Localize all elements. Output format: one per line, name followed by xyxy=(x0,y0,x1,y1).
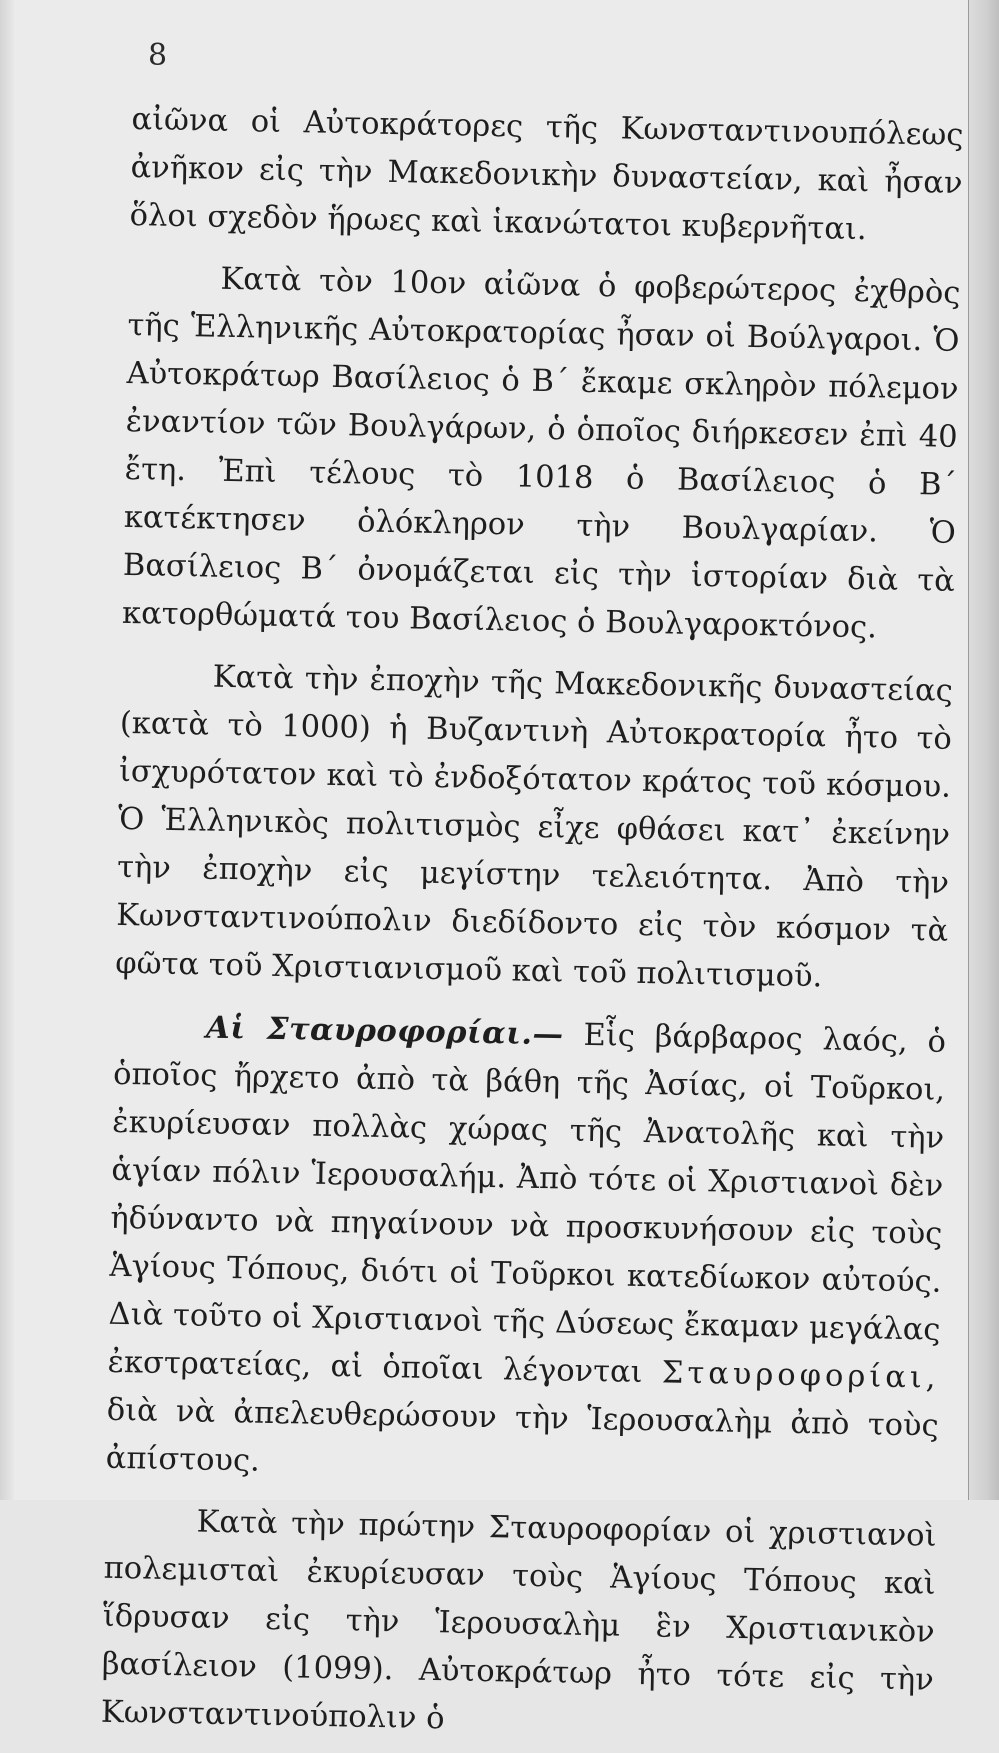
section-heading: Αἱ Σταυροφορίαι.— xyxy=(205,1009,564,1053)
page-number: 8 xyxy=(148,38,168,73)
paragraph-4 xyxy=(105,1002,946,1499)
paragraph-4-emphasis: Σταυροφορίαι, xyxy=(661,1355,940,1396)
body-text xyxy=(100,96,963,1753)
page-right-edge xyxy=(968,0,999,1500)
paragraph-4-text-after: διὰ νὰ ἀπελευθερώσουν τὴν Ἱερουσαλὴμ ἀπὸ τοὺς ἀπίστους. xyxy=(105,1392,939,1479)
page-left-shadow xyxy=(0,0,14,1500)
paragraph-5: Κατὰ τὴν πρώτην Σταυροφορίαν οἱ χριστιανοὶ πολεμισταὶ ἐκυρίευσαν τοὺς Ἁγίους Τόπους καὶ ἵδρυσαν εἰς τὴν Ἱερουσαλὴμ ἓν Χριστιανικὸν βασίλειον (1099). Αὐτοκράτωρ ἦτο τότε εἰς τὴν Κωνσταντινούπολιν ὁ xyxy=(100,1504,937,1737)
paragraph-2: Κατὰ τὸν 10ον αἰῶνα ὁ φοβερώτερος ἐχθρὸς τῆς Ἑλληνικῆς Αὐτοκρατορίας ἦσαν οἱ Βούλγαροι. Ὁ Αὐτοκράτωρ Βασίλειος ὁ Β΄ ἔκαμε σκληρὸν πόλεμον ἐναντίον τῶν Βουλγάρων, ὁ ὁποῖος διήρκεσεν ἐπὶ 40 ἔτη. Ἐπὶ τέλους τὸ 1018 ὁ Βασίλειος ὁ Β΄ κατέκτησεν ὁλόκληρον τὴν Βουλγαρίαν. Ὁ Βασίλειος Β΄ ὀνομάζεται εἰς τὴν ἱστορίαν διὰ τὰ κατορθώματά του Βασίλειος ὁ Βουλγαροκτόνος. xyxy=(121,261,961,646)
paragraph-4-text: Εἷς βάρβαρος λαός, ὁ ὁποῖος ἤρχετο ἀπὸ τὰ βάθη τῆς Ἀσίας, οἱ Τοῦρκοι, ἐκυρίευσαν πολλὰς χώρας τῆς Ἀνατολῆς καὶ τὴν ἁγίαν πόλιν Ἱερουσαλήμ. Ἀπὸ τότε οἱ Χριστιανοὶ δὲν ἠδύναντο νὰ πηγαίνουν νὰ προσκυνήσουν εἰς τοὺς Ἁγίους Τόπους, διότι οἱ Τοῦρκοι κατεδίωκον αὐτούς. Διὰ τοῦτο οἱ Χριστιανοὶ τῆς Δύσεως ἔκαμαν μεγάλας ἐκστρατείας, αἱ ὁποῖαι λέγονται xyxy=(107,1017,947,1391)
paragraph-3: Κατὰ τὴν ἐποχὴν τῆς Μακεδονικῆς δυναστείας (κατὰ τὸ 1000) ἡ Βυζαντινὴ Αὐτοκρατορία ἦτο τὸ ἰσχυρότατον καὶ τὸ ἐνδοξότατον κράτος τοῦ κόσμου. Ὁ Ἑλληνικὸς πολιτισμὸς εἶχε φθάσει κατ᾿ ἐκείνην τὴν ἐποχὴν εἰς μεγίστην τελειότητα. Ἀπὸ τὴν Κωνσταντινούπολιν διεδίδοντο εἰς τὸν κόσμον τὰ φῶτα τοῦ Χριστιανισμοῦ καὶ τοῦ πολιτισμοῦ. xyxy=(115,659,954,995)
paragraph-1: αἰῶνα οἱ Αὐτοκράτορες τῆς Κωνσταντινουπόλεως ἀνῆκον εἰς τὴν Μακεδονικὴν δυναστείαν, καὶ ἦσαν ὅλοι σχεδὸν ἥρωες καὶ ἱκανώτατοι κυβερνῆται. xyxy=(129,101,964,248)
